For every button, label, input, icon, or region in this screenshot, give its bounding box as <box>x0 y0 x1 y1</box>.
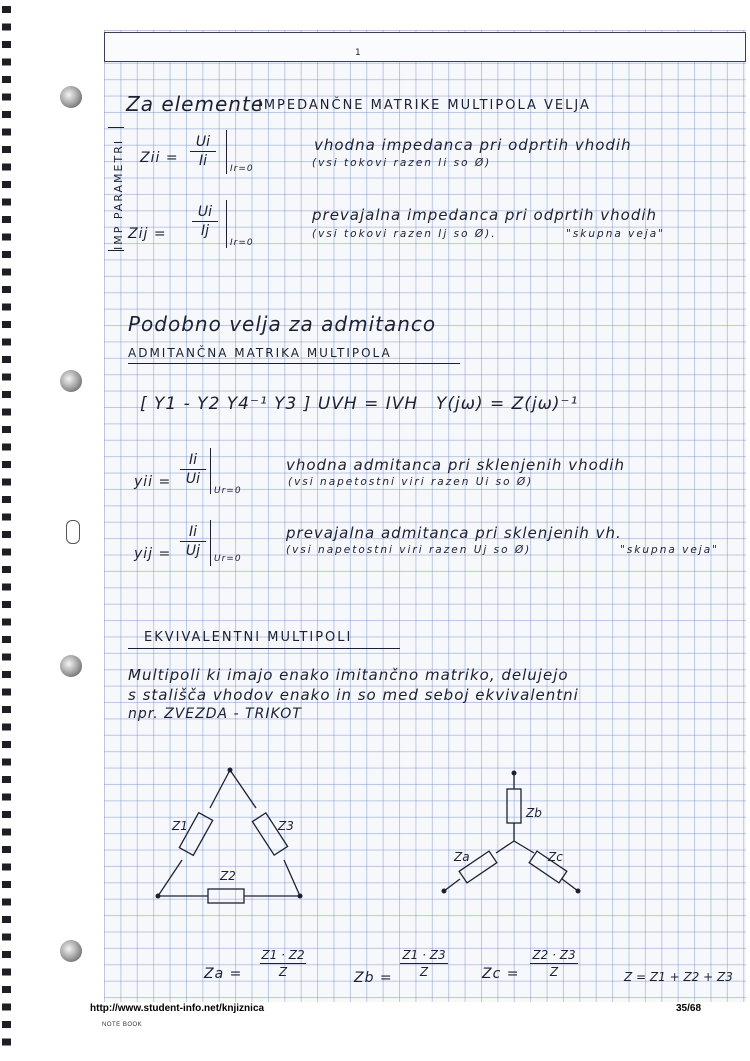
binding-mark <box>2 374 11 381</box>
binding-mark <box>2 129 11 136</box>
binding-mark <box>2 391 11 398</box>
yij-condition: Ur=0 <box>214 554 242 564</box>
section3-line3: npr. ZVEZDA - TRIKOT <box>128 706 302 722</box>
delta-network-diagram <box>140 760 320 910</box>
side-label: IMP PARAMETRI <box>112 138 125 250</box>
binding-mark <box>2 321 11 328</box>
label-za: Za <box>454 850 470 864</box>
zij-description: prevajalna impedanca pri odprtih vhodih <box>312 206 658 224</box>
yij-note: (vsi napetostni viri razen Uj so Ø) <box>286 544 532 556</box>
zij-lhs: Zij = <box>128 226 167 242</box>
zij-numerator: Ui <box>197 204 213 220</box>
node <box>442 889 447 894</box>
binding-mark <box>2 531 11 538</box>
wire <box>496 841 514 853</box>
binding-mark <box>2 1004 11 1011</box>
binding-mark <box>2 724 11 731</box>
punch-hole <box>60 940 82 962</box>
fraction-bar <box>180 469 206 470</box>
binding-mark <box>2 846 11 853</box>
binding-mark <box>2 479 11 486</box>
fraction-bar <box>530 963 578 964</box>
wire <box>284 860 300 896</box>
zii-condition: Ir=0 <box>230 164 254 174</box>
yii-fraction <box>180 452 206 487</box>
zii-description: vhodna impedanca pri odprtih vhodih <box>314 136 632 154</box>
binding-mark <box>2 601 11 608</box>
binding-mark <box>2 409 11 416</box>
node <box>512 771 517 776</box>
node <box>156 894 161 899</box>
zii-denominator: Ii <box>198 153 208 169</box>
binding-mark <box>2 689 11 696</box>
binding-mark <box>2 741 11 748</box>
binding-mark <box>2 496 11 503</box>
yii-note: (vsi napetostni viri razen Ui so Ø) <box>288 476 534 488</box>
binding-mark <box>2 864 11 871</box>
binding-mark <box>2 776 11 783</box>
zc-numerator: Z2 · Z3 <box>532 948 576 962</box>
wire <box>514 841 534 853</box>
za-fraction <box>260 948 306 979</box>
binding-mark <box>2 654 11 661</box>
admittance-inverse: Y(jω) = Z(jω)⁻¹ <box>436 394 579 414</box>
binding-mark <box>2 1039 11 1046</box>
punch-hole <box>60 370 82 392</box>
binding-mark <box>2 794 11 801</box>
node <box>576 889 581 894</box>
binding-mark <box>2 811 11 818</box>
notebook-brand-label: NOTE BOOK <box>102 1022 143 1028</box>
binding-mark <box>2 426 11 433</box>
binding-mark <box>2 619 11 626</box>
binding-mark <box>2 969 11 976</box>
yii-condition: Ur=0 <box>214 486 242 496</box>
binding-mark <box>2 41 11 48</box>
fraction-bar <box>180 541 206 542</box>
binding-mark <box>2 199 11 206</box>
wire <box>444 879 460 891</box>
binding-mark <box>2 146 11 153</box>
evaluation-bar <box>226 200 227 248</box>
node <box>228 768 233 773</box>
binding-mark <box>2 269 11 276</box>
za-denominator: Z <box>278 965 288 979</box>
binding-mark <box>2 76 11 83</box>
punch-hole <box>60 86 82 108</box>
zij-fraction <box>192 204 218 239</box>
yii-numerator: Ii <box>188 452 198 468</box>
zij-denominator: Ij <box>200 223 210 239</box>
yii-denominator: Ui <box>185 471 201 487</box>
label-z2: Z2 <box>220 869 236 883</box>
wire <box>230 770 256 808</box>
binding-mark <box>2 94 11 101</box>
footer-page-count: 35/68 <box>676 1003 702 1014</box>
binding-mark <box>2 444 11 451</box>
binding-mark <box>2 899 11 906</box>
binding-mark <box>2 951 11 958</box>
label-zc: Zc <box>548 850 563 864</box>
section1-heading-caps: IMPEDANČNE MATRIKE MULTIPOLA VELJA <box>258 98 591 113</box>
binding-mark <box>2 514 11 521</box>
wire <box>158 860 182 896</box>
label-zb: Zb <box>526 806 542 820</box>
spiral-binding <box>0 0 22 1061</box>
binding-mark <box>2 706 11 713</box>
fraction-bar <box>192 221 218 222</box>
admittance-equation: [ Y1 - Y2 Y4⁻¹ Y3 ] UVH = IVH <box>140 394 419 414</box>
section1-heading-prefix: Za elemente <box>126 92 265 116</box>
label-z1: Z1 <box>172 819 188 833</box>
section3-heading-underline <box>128 648 400 649</box>
label-z3: Z3 <box>278 819 294 833</box>
binding-mark <box>2 671 11 678</box>
binding-mark <box>2 181 11 188</box>
yij-numerator: Ii <box>188 524 198 540</box>
binding-mark <box>2 584 11 591</box>
binding-mark <box>2 934 11 941</box>
za-numerator: Z1 · Z2 <box>261 948 305 962</box>
binding-mark <box>2 339 11 346</box>
zb-denominator: Z <box>419 965 429 979</box>
fraction-bar <box>400 963 448 964</box>
evaluation-bar <box>210 520 211 566</box>
za-formula-lhs: Za = <box>204 966 243 982</box>
zb-fraction <box>400 948 448 979</box>
yii-description: vhodna admitanca pri sklenjenih vhodih <box>286 456 625 474</box>
binding-mark <box>2 304 11 311</box>
zii-note: (vsi tokovi razen Ii so Ø) <box>312 157 492 169</box>
evaluation-bar <box>226 130 227 174</box>
zii-fraction <box>190 134 216 169</box>
yij-denominator: Uj <box>185 543 201 559</box>
zij-note-quote: "skupna veja" <box>566 228 665 240</box>
yii-lhs: yii = <box>134 474 172 490</box>
section3-heading: EKVIVALENTNI MULTIPOLI <box>144 630 353 645</box>
binding-mark <box>2 216 11 223</box>
fraction-bar <box>190 151 216 152</box>
binding-mark <box>2 356 11 363</box>
node <box>298 894 303 899</box>
section2-heading-underline <box>128 363 460 364</box>
binding-mark <box>2 461 11 468</box>
binding-mark <box>2 286 11 293</box>
binding-mark <box>2 566 11 573</box>
binding-mark <box>2 881 11 888</box>
binding-mark <box>2 986 11 993</box>
ring-mark <box>66 520 80 544</box>
z-sum-formula: Z = Z1 + Z2 + Z3 <box>624 970 733 984</box>
binding-mark <box>2 164 11 171</box>
zc-formula-lhs: Zc = <box>482 966 520 982</box>
binding-mark <box>2 916 11 923</box>
evaluation-bar <box>210 448 211 494</box>
zb-formula-lhs: Zb = <box>354 970 393 986</box>
binding-mark <box>2 549 11 556</box>
zc-fraction <box>530 948 578 979</box>
resistor-z2 <box>208 889 244 903</box>
binding-mark <box>2 6 11 13</box>
yij-lhs: yij = <box>134 546 172 562</box>
wire <box>210 770 230 808</box>
zb-numerator: Z1 · Z3 <box>402 948 446 962</box>
binding-mark <box>2 234 11 241</box>
wire <box>562 879 578 891</box>
binding-mark <box>2 829 11 836</box>
binding-mark <box>2 111 11 118</box>
binding-mark <box>2 59 11 66</box>
binding-mark <box>2 251 11 258</box>
punch-hole <box>60 655 82 677</box>
fraction-bar <box>260 963 306 964</box>
zij-condition: Ir=0 <box>230 238 254 248</box>
zii-lhs: Zii = <box>140 150 179 166</box>
binding-mark <box>2 1021 11 1028</box>
header-box <box>104 32 746 62</box>
page-number: 1 <box>355 48 361 58</box>
binding-mark <box>2 759 11 766</box>
yij-fraction <box>180 524 206 559</box>
yij-description: prevajalna admitanca pri sklenjenih vh. <box>286 524 622 542</box>
section3-line1: Multipoli ki imajo enako imitančno matriko, delujejo <box>128 666 569 684</box>
zii-numerator: Ui <box>195 134 211 150</box>
resistor-zb <box>507 789 521 823</box>
binding-mark <box>2 636 11 643</box>
yij-note-quote: "skupna veja" <box>620 544 719 556</box>
footer-url[interactable]: http://www.student-info.net/knjiznica <box>90 1003 265 1014</box>
zc-denominator: Z <box>549 965 559 979</box>
section3-line2: s stališča vhodov enako in so med seboj ekvivalentni <box>128 686 579 704</box>
zij-note: (vsi tokovi razen Ij so Ø). <box>312 228 497 240</box>
section2-intro: Podobno velja za admitanco <box>128 312 437 336</box>
star-network-diagram <box>430 765 590 905</box>
binding-mark <box>2 24 11 31</box>
section2-heading: ADMITANČNA MATRIKA MULTIPOLA <box>128 346 392 360</box>
